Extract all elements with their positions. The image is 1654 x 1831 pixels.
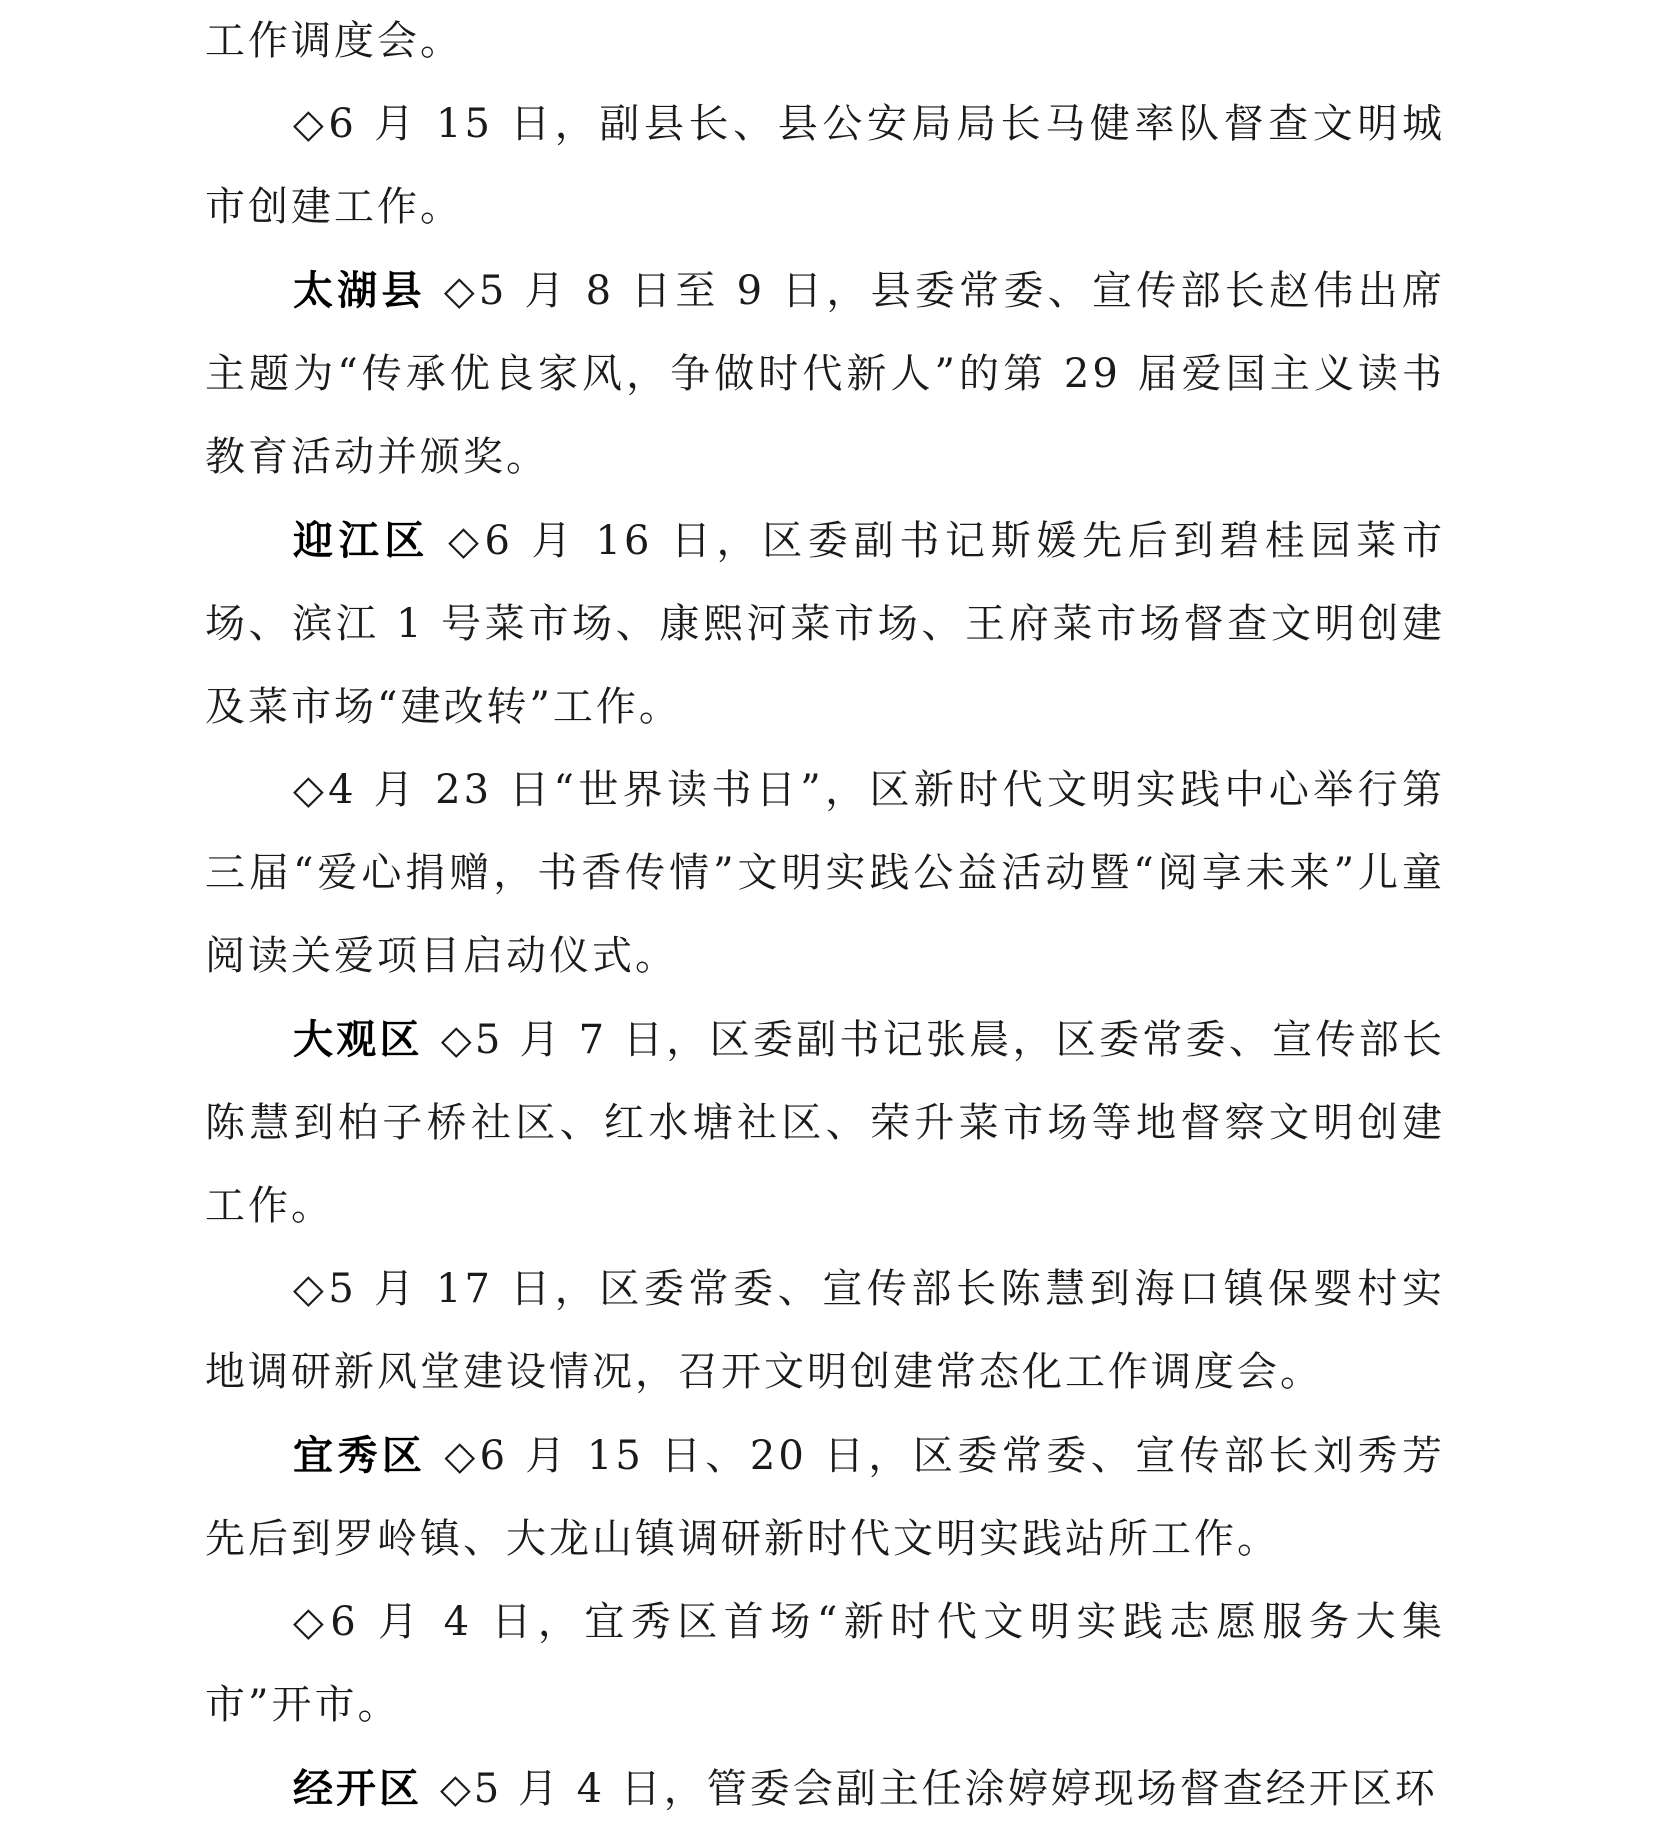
- paragraph-5: [205, 998, 1445, 1248]
- paragraph-text: 工作调度会。: [205, 18, 463, 64]
- paragraph-7: [205, 1414, 1445, 1581]
- paragraph-2: [205, 249, 1445, 499]
- paragraph-text: ◇5 月 8 日至 9 日，县委常委、宣传部长赵伟出席主题为“传承优良家风，争做时代新人”的第 29 届爱国主义读书教育活动并颁奖。: [205, 268, 1445, 480]
- region-name-jingkai: 经开区: [293, 1765, 422, 1812]
- paragraph-4: [205, 749, 1445, 998]
- paragraph-text: ◇6 月 15 日，副县长、县公安局局长马健率队督查文明城市创建工作。: [205, 101, 1445, 230]
- paragraph-text: ◇5 月 17 日，区委常委、宣传部长陈慧到海口镇保婴村实地调研新风堂建设情况，召开文明创建常态化工作调度会。: [205, 1266, 1445, 1395]
- paragraph-1: [205, 83, 1445, 249]
- paragraph-text: ◇6 月 15 日、20 日，区委常委、宣传部长刘秀芳先后到罗岭镇、大龙山镇调研新时代文明实践站所工作。: [205, 1433, 1445, 1562]
- paragraph-text: ◇6 月 4 日，宜秀区首场“新时代文明实践志愿服务大集市”开市。: [205, 1599, 1445, 1728]
- paragraph-8: [205, 1581, 1445, 1747]
- paragraph-text: ◇5 月 7 日，区委副书记张晨，区委常委、宣传部长陈慧到柏子桥社区、红水塘社区、荣升菜市场等地督察文明创建工作。: [205, 1017, 1446, 1229]
- paragraph-3: [205, 499, 1445, 749]
- paragraph-text: ◇6 月 16 日，区委副书记斯媛先后到碧桂园菜市场、滨江 1 号菜市场、康熙河菜市场、王府菜市场督查文明创建及菜市场“建改转”工作。: [205, 518, 1445, 730]
- paragraph-9: [205, 1747, 1445, 1831]
- paragraph-0: [205, 0, 1445, 83]
- region-name-yixiu: 宜秀区: [293, 1432, 427, 1479]
- paragraph-text: ◇5 月 4 日，管委会副主任涂婷婷现场督查经开区环: [440, 1766, 1438, 1812]
- paragraph-text: ◇4 月 23 日“世界读书日”，区新时代文明实践中心举行第三届“爱心捐赠，书香传情”文明实践公益活动暨“阅享未来”儿童阅读关爱项目启动仪式。: [205, 767, 1445, 979]
- region-name-daguan: 大观区: [293, 1016, 423, 1063]
- region-name-yingjiang: 迎江区: [293, 517, 431, 564]
- paragraph-6: [205, 1248, 1445, 1414]
- region-name-taihu: 太湖县: [293, 267, 426, 314]
- document-body: [205, 0, 1445, 1831]
